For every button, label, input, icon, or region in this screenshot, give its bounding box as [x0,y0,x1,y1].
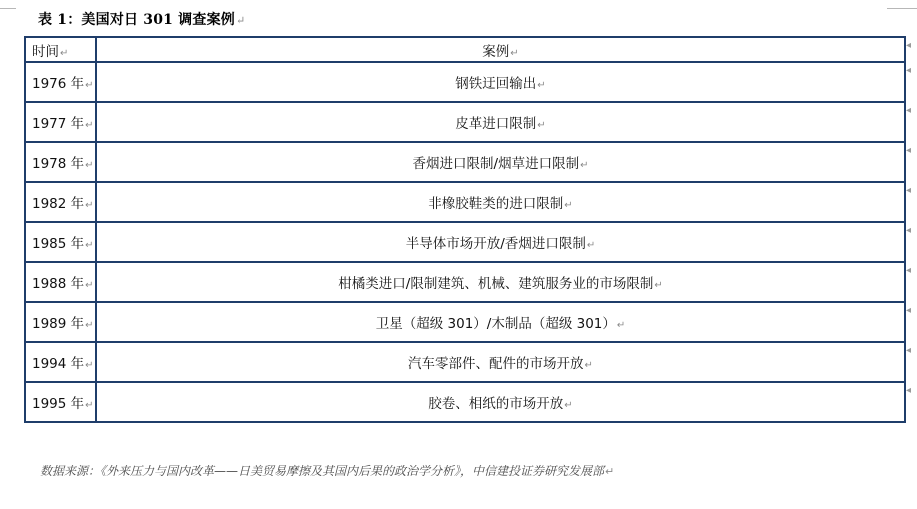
case-text: 皮革进口限制 [455,116,537,132]
table-title [38,9,245,29]
case-cell[interactable] [96,302,905,342]
paragraph-mark-icon: ↵ [537,80,546,91]
paragraph-mark-icon: ↵ [85,320,94,331]
case-cell[interactable] [96,62,905,102]
year-cell[interactable] [25,62,96,102]
year-cell[interactable] [25,382,96,422]
header-case-label: 案例 [482,43,510,60]
paragraph-mark-icon: ↵ [85,200,94,211]
page-corner-mark-right [887,8,917,9]
case-cell[interactable] [96,382,905,422]
year-text: 1994 年 [32,356,85,372]
row-end-mark-icon: ◂ [906,265,912,276]
year-text: 1995 年 [32,396,85,412]
table-row [25,382,905,422]
case-table [24,36,906,423]
year-cell[interactable] [25,182,96,222]
row-end-mark-icon: ◂ [906,65,912,76]
row-end-mark-icon: ◂ [906,305,912,316]
table-row [25,342,905,382]
table-row [25,182,905,222]
table-row [25,102,905,142]
paragraph-mark-icon: ↵ [85,360,94,371]
year-text: 1988 年 [32,276,85,292]
case-text: 胶卷、相纸的市场开放 [428,396,564,412]
table-row [25,142,905,182]
paragraph-mark-icon: ↵ [580,160,589,171]
table-row [25,62,905,102]
row-end-mark-icon: ◂ [906,40,912,51]
paragraph-mark-icon: ↵ [85,400,94,411]
row-end-mark-icon: ◂ [906,145,912,156]
case-cell[interactable] [96,222,905,262]
paragraph-mark-icon: ↵ [236,14,246,27]
paragraph-mark-icon: ↵ [537,120,546,131]
table-header-row [25,37,905,62]
year-cell[interactable] [25,222,96,262]
header-cell-time[interactable] [25,37,96,62]
source-note [40,462,614,479]
paragraph-mark-icon: ↵ [586,240,596,251]
year-text: 1976 年 [32,76,85,92]
table-body [25,62,905,422]
year-text: 1978 年 [32,156,85,172]
table-row [25,222,905,262]
case-text: 卫星（超级 301）/木制品（超级 301） [375,316,616,332]
case-text: 柑橘类进口/限制建筑、机械、建筑服务业的市场限制 [338,276,654,292]
table-row [25,302,905,342]
paragraph-mark-icon: ↵ [605,465,615,478]
year-text: 1977 年 [32,116,85,132]
year-text: 1985 年 [32,236,85,252]
paragraph-mark-icon: ↵ [85,280,94,291]
paragraph-mark-icon: ↵ [510,47,519,59]
paragraph-mark-icon: ↵ [584,360,593,371]
year-cell[interactable] [25,142,96,182]
year-cell[interactable] [25,302,96,342]
table-title-text: 表 1：美国对日 301 调查案例 [38,12,235,28]
row-end-mark-icon: ◂ [906,225,912,236]
case-cell[interactable] [96,342,905,382]
paragraph-mark-icon: ↵ [654,280,663,291]
year-cell[interactable] [25,102,96,142]
year-cell[interactable] [25,342,96,382]
case-text: 汽车零部件、配件的市场开放 [408,356,584,372]
source-note-text: 数据来源：《外来压力与国内改革——日美贸易摩擦及其国内后果的政治学分析》，中信建投证券研究发展部 [40,464,605,478]
row-end-mark-icon: ◂ [906,345,912,356]
row-end-mark-icon: ◂ [906,385,912,396]
year-cell[interactable] [25,262,96,302]
case-cell[interactable] [96,262,905,302]
paragraph-mark-icon: ↵ [564,400,573,411]
case-text: 半导体市场开放/香烟进口限制 [405,236,586,252]
row-end-mark-icon: ◂ [906,105,912,116]
page-corner-mark-left [0,8,16,9]
paragraph-mark-icon: ↵ [85,240,94,251]
paragraph-mark-icon: ↵ [85,80,94,91]
case-cell[interactable] [96,102,905,142]
paragraph-mark-icon: ↵ [85,120,94,131]
header-time-label: 时间 [32,43,59,60]
paragraph-mark-icon: ↵ [85,160,94,171]
header-cell-case[interactable] [96,37,905,62]
case-cell[interactable] [96,142,905,182]
case-text: 非橡胶鞋类的进口限制 [428,196,564,212]
year-text: 1982 年 [32,196,85,212]
case-cell[interactable] [96,182,905,222]
table-row [25,262,905,302]
row-end-mark-icon: ◂ [906,185,912,196]
case-text: 香烟进口限制/烟草进口限制 [412,156,580,172]
case-text: 钢铁迂回输出 [455,76,537,92]
paragraph-mark-icon: ↵ [616,320,626,331]
paragraph-mark-icon: ↵ [564,200,573,211]
year-text: 1989 年 [32,316,85,332]
paragraph-mark-icon: ↵ [60,47,69,59]
